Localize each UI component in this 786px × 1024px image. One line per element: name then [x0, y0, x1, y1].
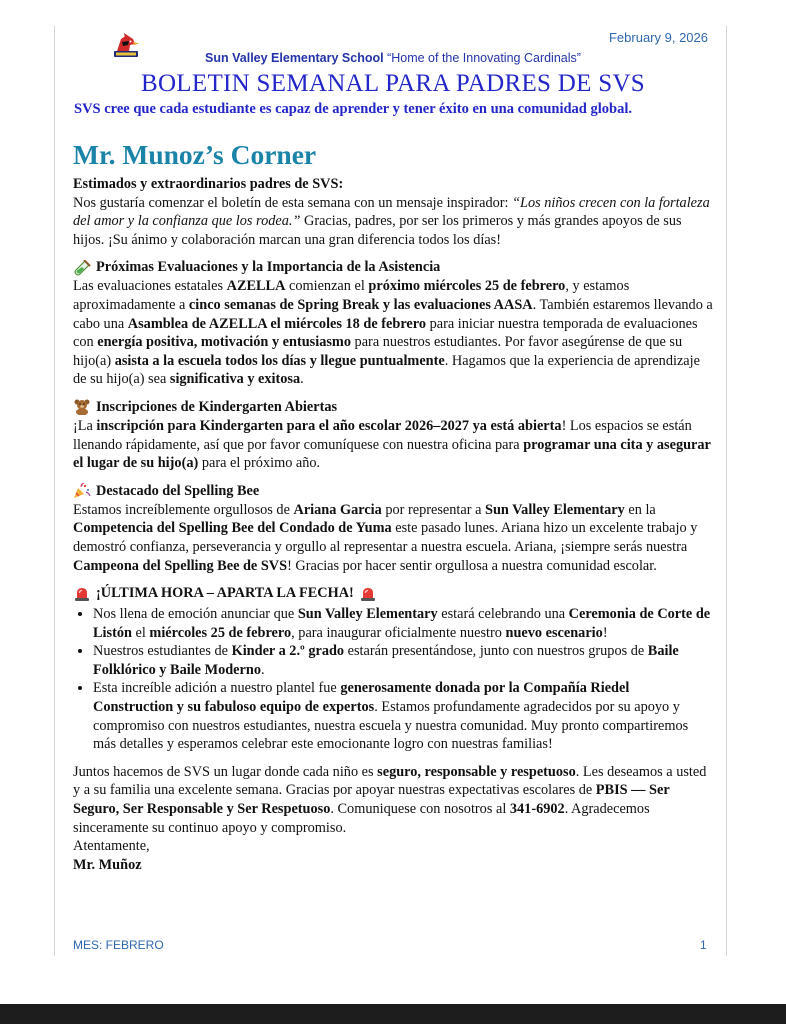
- bold-run: cinco semanas de Spring Break y las evaluaciones AASA: [188, 296, 533, 313]
- test-tube-icon: [73, 260, 91, 276]
- intro-quote: “Los niños crecen con la fortaleza del amor y la confianza que los rodea.”: [73, 194, 710, 230]
- text-run: Nuestros estudiantes de: [93, 643, 232, 660]
- text-run: Esta increíble adición a nuestro plantel fue: [93, 680, 341, 697]
- bold-run: energía positiva, motivación y entusiasmo: [97, 334, 351, 351]
- party-popper-icon: [73, 483, 91, 499]
- bold-run: PBIS — Ser Seguro, Ser Responsable y Ser Respetuoso: [73, 782, 670, 818]
- text-run: ! Los espacios se están llenando rápidamente, así que por favor comuníquese con nuestra oficina para: [73, 417, 692, 453]
- text-run: para el próximo año.: [198, 455, 321, 472]
- bold-run: significativa y exitosa: [169, 371, 301, 388]
- text-run: comienzan el: [285, 278, 369, 295]
- newsletter-body: [73, 139, 713, 874]
- text-run: este pasado lunes. Ariana hizo un excelente trabajo y demostró confianza, perseverancia y orgullo al representar a nuestra escuela. Ariana, ¡siempre serás nuestra: [73, 520, 698, 555]
- kinder-heading: [73, 398, 713, 417]
- school-header: [0, 51, 786, 65]
- spelling-paragraph: [73, 501, 713, 575]
- text-run: Juntos hacemos de SVS un lugar donde cada niño es: [73, 763, 378, 780]
- school-name: Sun Valley Elementary School: [205, 51, 384, 65]
- bold-run: generosamente donada por la Compañía Riedel Construction y su fabuloso equipo de expertos: [93, 680, 630, 716]
- signature-text: Mr. Muñoz: [73, 856, 142, 873]
- text-run: ! Gracias por hacer sentir orgullosa a nuestra comunidad escolar.: [287, 557, 657, 574]
- text-run: . Hagamos que la experiencia de aprendizaje de su hijo(a) sea: [73, 352, 700, 388]
- spelling-heading: [73, 482, 713, 501]
- evaluaciones-heading: [73, 258, 713, 277]
- evaluaciones-paragraph: [73, 277, 713, 389]
- bold-run: seguro, responsable y respetuoso: [377, 763, 576, 780]
- text-run: . También estaremos llevando a cabo una: [73, 296, 713, 332]
- school-tagline: “Home of the Innovating Cardinals”: [387, 51, 581, 65]
- teddy-bear-icon: [73, 399, 91, 415]
- list-item: [93, 679, 713, 753]
- text-run: Nos llena de emoción anunciar que: [93, 606, 298, 623]
- bold-run: Campeona del Spelling Bee de SVS: [73, 557, 288, 574]
- text-run: ¡La: [73, 417, 97, 434]
- text-run: Las evaluaciones estatales: [73, 278, 227, 295]
- page-title: BOLETIN SEMANAL PARA PADRES DE SVS: [140, 70, 646, 97]
- intro-paragraph: [73, 194, 713, 250]
- corner-heading: Mr. Munoz’s Corner: [73, 139, 317, 170]
- kinder-heading-text: Inscripciones de Kindergarten Abiertas: [96, 398, 338, 415]
- bold-run: Asamblea de AZELLA el miércoles 18 de febrero: [127, 315, 427, 332]
- bold-run: Ceremonia de Corte de Listón: [93, 606, 711, 641]
- text-run: .: [260, 661, 265, 678]
- evaluaciones-heading-text: Próximas Evaluaciones y la Importancia de la Asistencia: [96, 259, 441, 276]
- bold-run: asista a la escuela todos los días y llegue puntualmente: [114, 352, 445, 369]
- text-run: Estamos increíblemente orgullosos de: [73, 501, 294, 518]
- siren-icon: [73, 586, 91, 602]
- signature: [73, 856, 713, 875]
- text-run: .: [300, 371, 304, 388]
- text-run: por representar a: [381, 501, 485, 518]
- text-run: para iniciar nuestra temporada de evaluaciones con: [73, 315, 698, 351]
- bold-run: Ariana Garcia: [293, 501, 382, 518]
- breaking-list: [73, 605, 713, 754]
- breaking-heading: [73, 584, 713, 603]
- text-run: estará celebrando una: [437, 606, 569, 623]
- right-margin-line: [726, 26, 727, 956]
- bold-run: inscripción para Kindergarten para el año escolar 2026–2027 ya está abierta: [96, 417, 562, 434]
- newsletter-date: February 9, 2026: [608, 30, 708, 45]
- intro-text: Nos gustaría comenzar el boletín de esta semana con un mensaje inspirador:: [73, 194, 513, 211]
- text-run: , para inaugurar oficialmente nuestro: [291, 624, 506, 641]
- greeting: [73, 175, 713, 194]
- text-run: estarán presentándose, junto con nuestros grupos de: [344, 643, 648, 660]
- siren-icon: [359, 586, 377, 602]
- text-run: el: [131, 624, 150, 641]
- text-run: . Comuniquese con nosotros al: [330, 801, 510, 818]
- text-run: para nuestros estudiantes. Por favor asegúrense de que su hijo(a): [73, 334, 683, 369]
- greeting-text: Estimados y extraordinarios padres de SVS:: [73, 176, 344, 192]
- kinder-paragraph: [73, 417, 713, 473]
- viewer-bottom-bar: [0, 1004, 786, 1024]
- breaking-heading-text: ¡ÚLTIMA HORA – APARTA LA FECHA!: [96, 585, 354, 602]
- text-run: !: [602, 624, 608, 641]
- bold-run: próximo miércoles 25 de febrero: [368, 278, 566, 295]
- bold-run: Sun Valley Elementary: [485, 501, 625, 518]
- bold-run: miércoles 25 de febrero: [149, 624, 292, 641]
- list-item: [93, 642, 713, 679]
- spelling-heading-text: Destacado del Spelling Bee: [96, 482, 260, 499]
- bold-run: Baile Folklórico y Baile Moderno: [93, 643, 679, 678]
- footer-month: MES: FEBRERO: [73, 938, 164, 952]
- signoff: Atentamente,: [73, 838, 150, 855]
- bold-run: Kinder a 2.º grado: [231, 643, 345, 660]
- list-item: [93, 605, 713, 642]
- closing-paragraph: [73, 763, 713, 837]
- text-run: . Estamos profundamente agradecidos por su apoyo y compromiso con nuestros estudiantes, nuestra escuela y nuestra comunidad. Muy pronto compartiremos más detalles y esperamos celebrar este emocionante logro con nuestras familias!: [93, 699, 689, 753]
- bold-run: Sun Valley Elementary: [297, 606, 438, 623]
- school-motto: SVS cree que cada estudiante es capaz de aprender y tener éxito en una comunidad global.: [74, 101, 632, 117]
- bold-run: AZELLA: [226, 278, 286, 295]
- bold-run: Competencia del Spelling Bee del Condado de Yuma: [73, 520, 392, 537]
- bold-run: 341-6902: [509, 801, 565, 818]
- page-number: 1: [700, 938, 707, 952]
- left-margin-line: [54, 26, 55, 956]
- text-run: . Les deseamos a usted y a su familia una excelente semana. Gracias por apoyar nuestras expectativas escolares de: [73, 763, 707, 799]
- text-run: . Agradecemos sinceramente su continuo apoyo y compromiso.: [73, 801, 650, 836]
- bold-run: nuevo escenario: [505, 624, 603, 641]
- text-run: en la: [624, 501, 656, 518]
- intro-text: Gracias, padres, por ser los primeros y más grandes apoyos de sus hijos. ¡Su ánimo y colaboración marcan una gran diferencia todos los días!: [73, 213, 682, 248]
- text-run: , y estamos aproximadamente a: [73, 278, 630, 313]
- bold-run: programar una cita y asegurar el lugar de su hijo(a): [73, 436, 711, 472]
